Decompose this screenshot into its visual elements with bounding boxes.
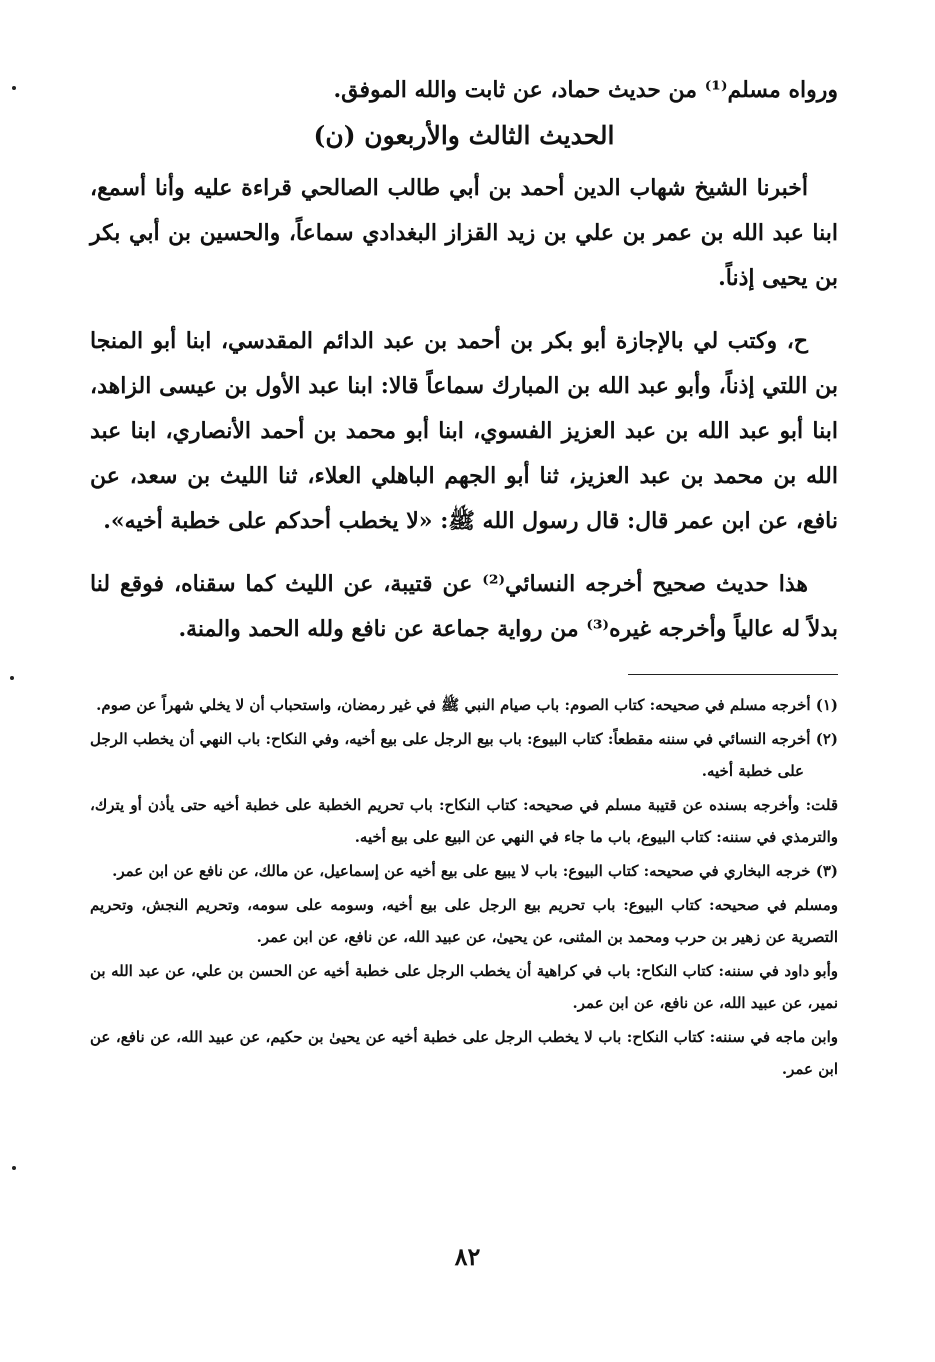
- footnote-3-muslim: ومسلم في صحيحه: كتاب البيوع: باب تحريم بيع الرجل على بيع أخيه، وسومه على سومه، وتحريم النجش، وتحريم التصرية عن زهير بن حرب ومحمد بن المثنى، عن يحيىٰ، عن عبيد الله، عن نافع، عن ابن عمر.: [90, 896, 838, 946]
- page-body: [90, 70, 838, 1087]
- footnotes: [90, 689, 838, 1085]
- paragraph-isnad-2: ح، وكتب لي بالإجازة أبو بكر بن أحمد بن عبد الدائم المقدسي، ابنا أبو المنجا بن اللتي إذناً، وأبو عبد الله بن المبارك سماعاً قالا: ابنا عبد الأول بن عيسى الزاهد، ابنا أبو عبد الله بن عبد العزيز الفسوي، ابنا أبو محمد بن أحمد الأنصاري، ابنا عبد الله بن محمد بن عبد العزيز، ثنا أبو الجهم الباهلي العلاء، ثنا الليث بن سعد، عن نافع، عن ابن عمر قال: قال رسول الله ﷺ: «لا يخطب أحدكم على خطبة أخيه».: [90, 328, 838, 534]
- footnote-2: (٢) أخرجه النسائي في سننه مقطعاً: كتاب البيوع: باب بيع الرجل على بيع أخيه، وفي النكاح: باب النهي أن يخطب الرجل على خطبة أخيه.: [90, 730, 838, 780]
- paragraph-isnad-1: أخبرنا الشيخ شهاب الدين أحمد بن أبي طالب الصالحي قراءة عليه وأنا أسمع، ابنا عبد الله بن عمر بن علي بن زيد القزاز البغدادي سماعاً، والحسين بن أبي بكر بن يحيى إذناً.: [90, 175, 838, 291]
- footnote-separator: [628, 674, 838, 675]
- paragraph-commentary: هذا حديث صحيح أخرجه النسائي⁽²⁾ عن قتيبة، عن الليث كما سقناه، فوقع لنا بدلاً له عالياً وأخرجه غيره⁽³⁾ من رواية جماعة عن نافع ولله الحمد والمنة.: [90, 571, 838, 642]
- page-number: ٨٢: [454, 1242, 481, 1271]
- footnote-3: (٣) خرجه البخاري في صحيحه: كتاب البيوع: باب لا يبيع على بيع أخيه عن إسماعيل، عن مالك، عن نافع عن ابن عمر.: [112, 862, 838, 880]
- footnote-1: (١) أخرجه مسلم في صحيحه: كتاب الصوم: باب صيام النبي ﷺ في غير رمضان، واستحباب أن لا يخلي شهراً عن صوم.: [96, 696, 838, 714]
- footnote-2-note: قلت: وأخرجه بسنده عن قتيبة مسلم في صحيحه: كتاب النكاح: باب تحريم الخطبة على خطبة أخيه حتى يأذن أو يترك، والترمذي في سننه: كتاب البيوع، باب ما جاء في النهي عن البيع على بيع أخيه.: [90, 796, 838, 846]
- hadith-heading: الحديث الثالث والأربعون (ن): [313, 121, 615, 150]
- margin-mark: [12, 1166, 16, 1170]
- footnote-3-ibnmajah: وابن ماجه في سننه: كتاب النكاح: باب لا يخطب الرجل على خطبة أخيه عن يحيىٰ بن حكيم، عن عبيد الله، عن نافع، عن ابن عمر.: [90, 1028, 838, 1078]
- intro-line: ورواه مسلم⁽¹⁾ من حديث حماد، عن ثابت والله الموفق.: [333, 77, 838, 103]
- footnote-3-abudawud: وأبو داود في سننه: كتاب النكاح: باب في كراهية أن يخطب الرجل على خطبة أخيه عن الحسن بن علي، عن عبد الله بن نمير، عن عبيد الله، عن نافع، عن ابن عمر.: [90, 962, 838, 1012]
- margin-mark: [12, 86, 16, 90]
- margin-mark: [10, 676, 14, 680]
